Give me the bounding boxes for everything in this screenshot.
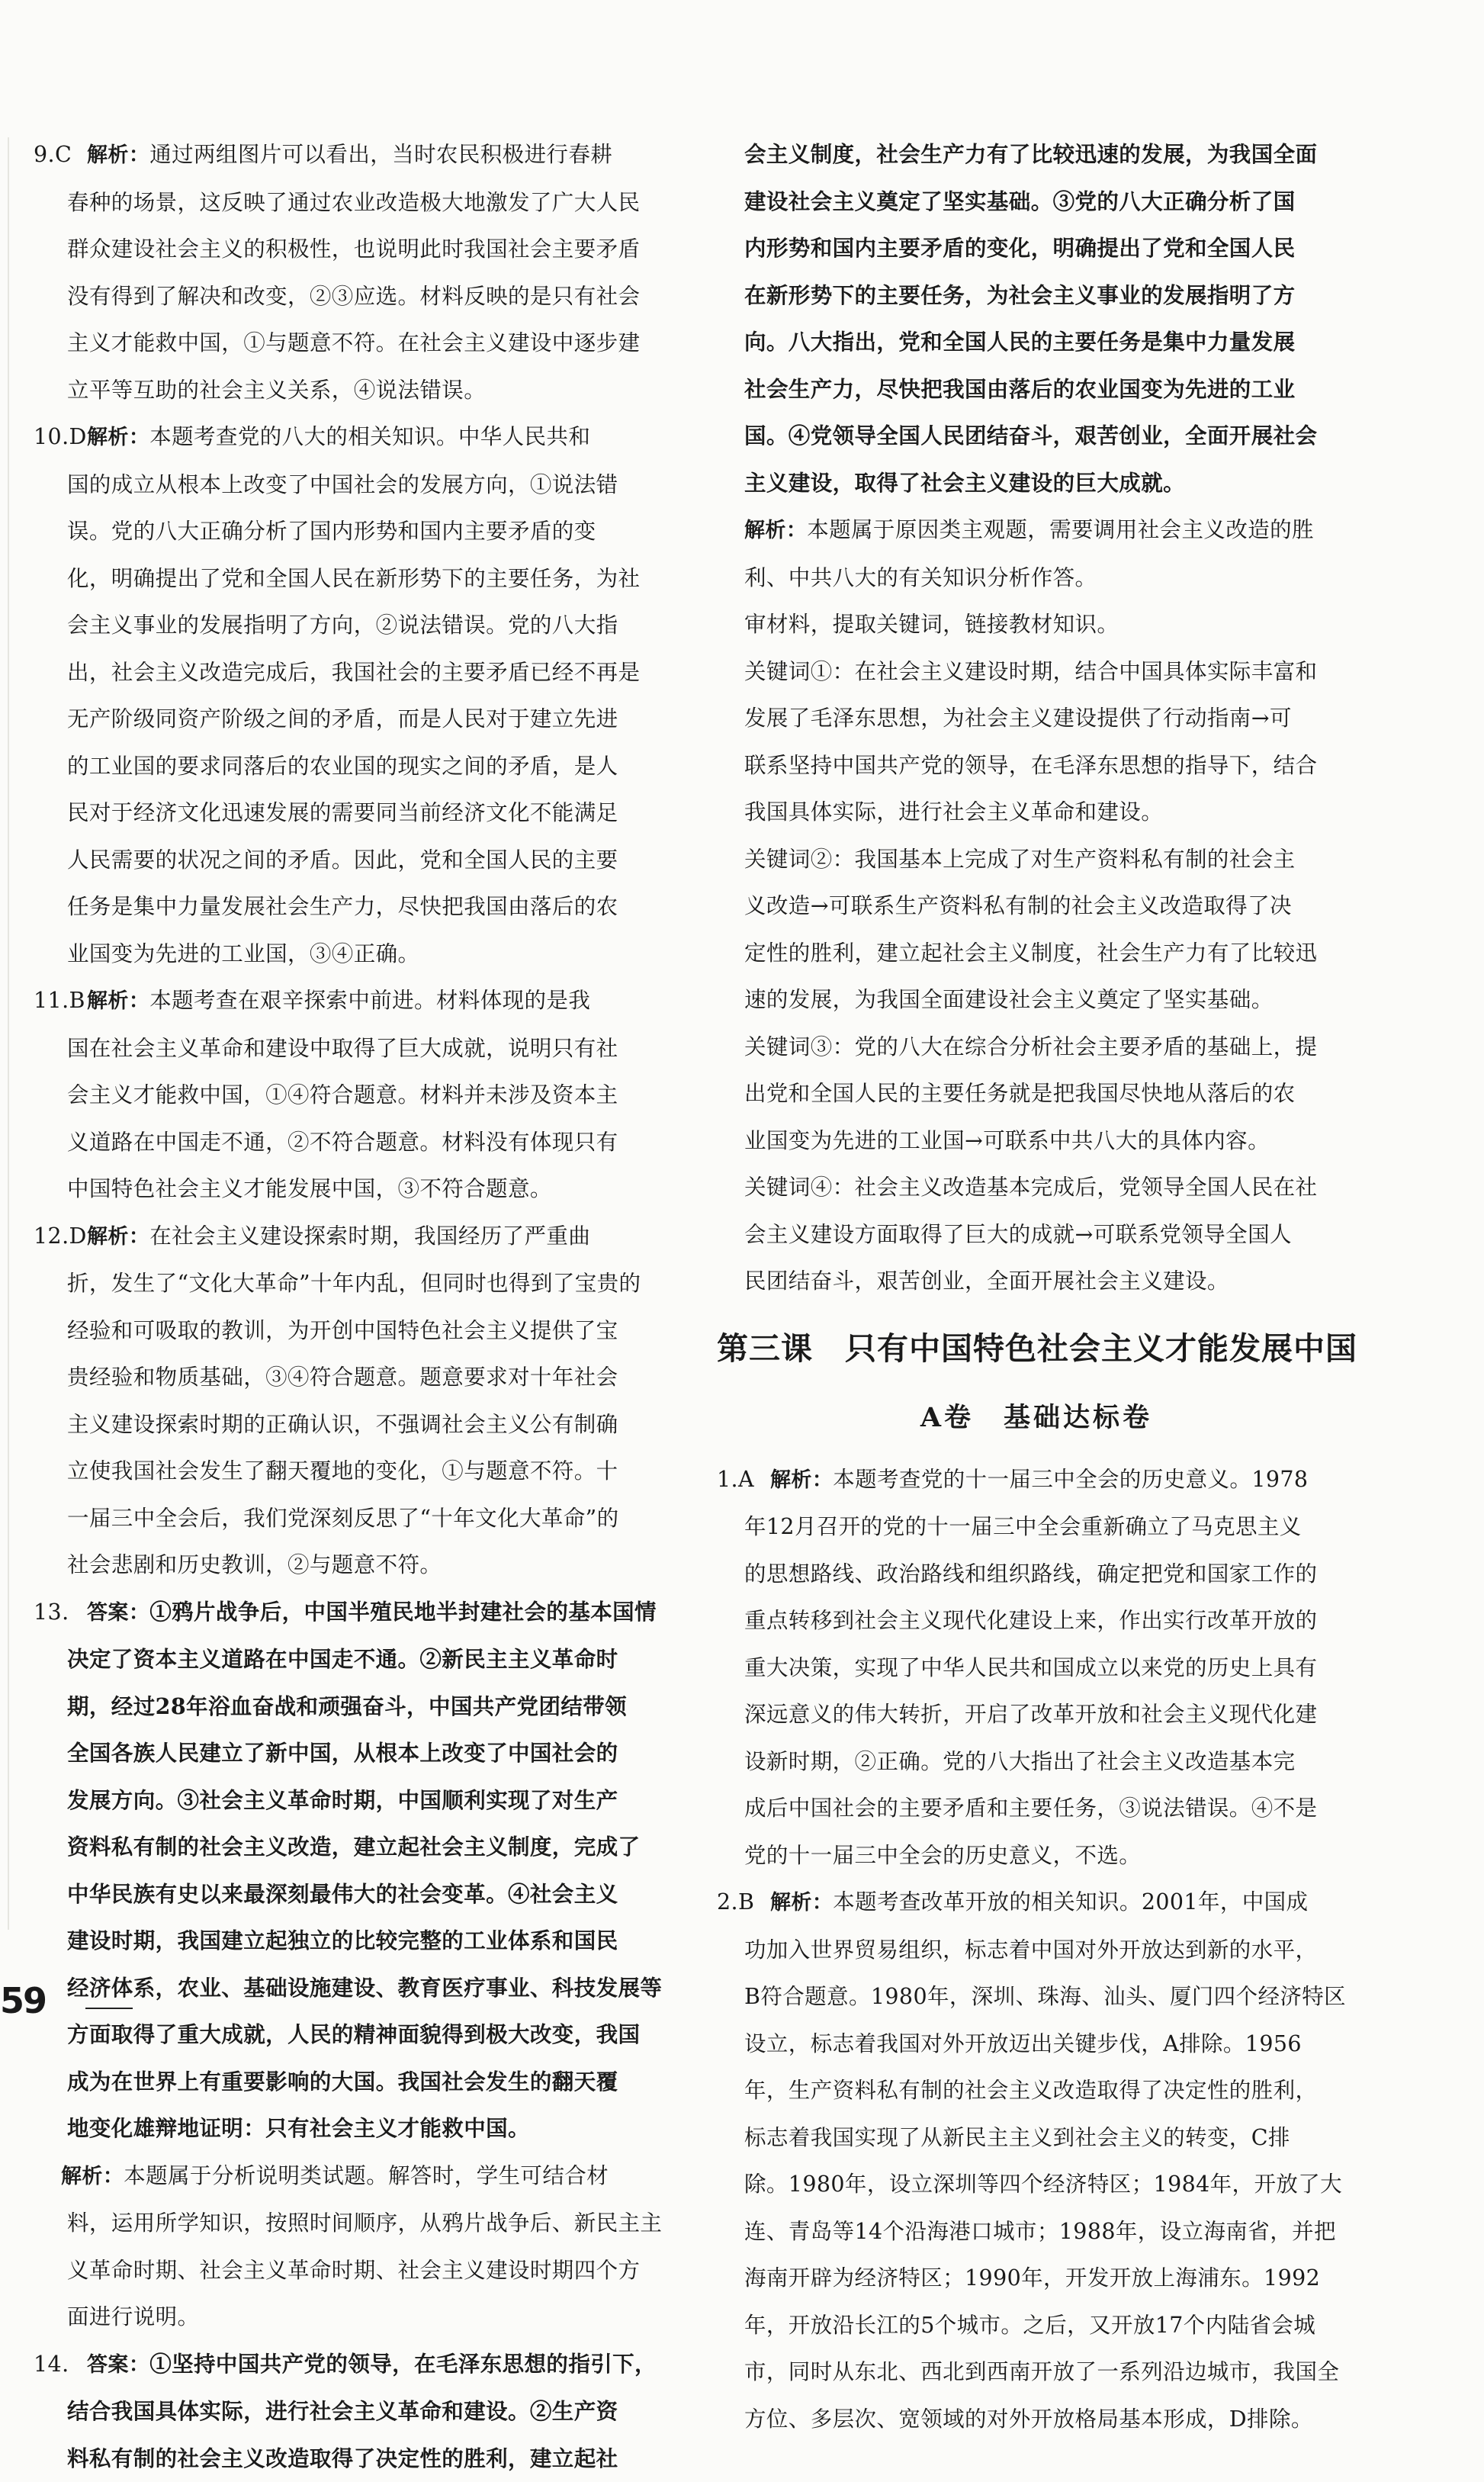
right-column-answers [717,1456,1356,2443]
line-text: 民团结奋斗，艰苦创业，全面开展社会主义建设。 [744,1268,1229,1294]
line-text: 经济体系，农业、基础设施建设、教育医疗事业、科技发展等 [67,1975,662,2001]
line-text: 社会生产力，尽快把我国由落后的农业国变为先进的工业 [744,376,1296,402]
text-line [717,789,1356,836]
line-text: 国在社会主义革命和建设中取得了巨大成就，说明只有社 [67,1036,618,1061]
label-colon: ： [129,1225,149,1249]
text-line [34,2105,689,2152]
line-text: 会主义事业的发展指明了方向，②说法错误。党的八大指 [67,612,618,638]
text-line [717,178,1356,226]
line-text: 通过两组图片可以看出，当时农民积极进行春耕 [149,142,612,167]
line-text: 联系坚持中国共产党的领导，在毛泽东思想的指导下，结合 [744,753,1317,778]
text-line [717,555,1356,602]
answer-item-line [34,1213,689,1261]
text-line [34,1495,689,1542]
line-text: 深远意义的伟大转折，开启了改革开放和社会主义现代化建 [744,1702,1317,1727]
text-line [34,226,689,273]
text-line [717,1597,1356,1644]
text-line [34,555,689,603]
line-text: 关键词②：我国基本上完成了对生产资料私有制的社会主 [744,847,1296,872]
line-text: 建设时期，我国建立起独立的比较完整的工业体系和国民 [67,1927,618,1953]
answer-item-line [34,2341,689,2389]
line-text: 功加入世界贸易组织，标志着中国对外开放达到新的水平， [744,1937,1317,1963]
line-text: 中华民族有史以来最深刻最伟大的社会变革。④社会主义 [67,1881,618,1907]
line-text: 人民需要的状况之间的矛盾。因此，党和全国人民的主要 [67,847,618,873]
line-text: 国。④党领导全国人民团结奋斗，艰苦创业，全面开展社会 [744,423,1317,448]
line-text: 的思想路线、政治路线和组织路线，确定把党和国家工作的 [744,1561,1317,1587]
text-line [34,743,689,790]
text-line [717,1644,1356,1692]
line-text: 除。1980年，设立深圳等四个经济特区；1984年，开放了大 [744,2172,1342,2197]
text-line [34,1401,689,1448]
text-line [717,1117,1356,1165]
analysis-label: 解析 [61,2165,103,2188]
line-text: 地变化雄辩地证明：只有社会主义才能救中国。 [67,2115,530,2141]
line-text: 本题属于原因类主观题，需要调用社会主义改造的胜 [807,517,1314,542]
text-line [34,1165,689,1213]
text-line [717,2067,1356,2114]
text-line [34,1354,689,1401]
line-text: 国的成立从根本上改变了中国社会的发展方向，①说法错 [67,472,618,497]
text-line [717,1927,1356,1974]
text-line [34,1636,689,1683]
answer-item-line [34,131,689,179]
line-text: 主义建设探索时期的正确认识，不强调社会主义公有制确 [67,1412,618,1437]
line-text: 春种的场景，这反映了通过农业改造极大地激发了广大人民 [67,190,640,215]
text-line [34,2435,689,2482]
line-text: 重大决策，实现了中华人民共和国成立以来党的历史上具有 [744,1655,1317,1680]
text-line [34,1871,689,1918]
text-line [34,2059,689,2106]
item-label: 答案 [87,2353,129,2377]
text-line [34,1683,689,1731]
text-line [34,2247,689,2294]
line-text: 中国特色社会主义才能发展中国，③不符合题意。 [67,1176,552,1201]
text-line [34,2200,689,2247]
analysis-line [717,1164,1356,1211]
line-text: 年，生产资料私有制的社会主义改造取得了决定性的胜利， [744,2078,1317,2103]
line-text: 经验和可吸取的教训，为开创中国特色社会主义提供了宝 [67,1318,618,1343]
item-number: 13. [34,1589,87,1636]
text-line [717,1551,1356,1598]
text-line [34,1965,689,2012]
line-text: 我国具体实际，进行社会主义革命和建设。 [744,799,1163,825]
line-text: 义道路在中国走不通，②不符合题意。材料没有体现只有 [67,1130,618,1155]
line-text: 无产阶级同资产阶级之间的矛盾，而是人民对于建立先进 [67,706,618,731]
line-text: B符合题意。1980年，深圳、珠海、汕头、厦门四个经济特区 [744,1984,1346,2009]
text-line [34,1260,689,1307]
item-label: 解析 [770,1891,812,1915]
line-text: 一届三中全会后，我们党深刻反思了“十年文化大革命”的 [67,1506,619,1531]
answer-item-line [34,1589,689,1637]
line-text: 标志着我国实现了从新民主主义到社会主义的转变，C排 [744,2125,1290,2150]
line-text: 结合我国具体实际，进行社会主义革命和建设。②生产资 [67,2398,618,2424]
text-line [34,789,689,837]
line-text: 速的发展，为我国全面建设社会主义奠定了坚实基础。 [744,987,1274,1012]
item-number: 10.D [34,413,87,461]
line-text: 设新时期，②正确。党的八大指出了社会主义改造基本完 [744,1749,1296,1774]
text-line [717,1785,1356,1832]
text-line [34,179,689,227]
line-text: 本题考查党的十一届三中全会的历史意义。1978 [833,1467,1308,1492]
text-line [717,2396,1356,2443]
page-number-dash [85,2008,133,2009]
line-text: 成后中国社会的主要矛盾和主要任务，③说法错误。④不是 [744,1796,1317,1821]
text-line [34,2294,689,2341]
text-line [717,930,1356,977]
text-line [34,1777,689,1825]
line-text: 业国变为先进的工业国→可联系中共八大的具体内容。 [744,1128,1270,1153]
text-line [34,1025,689,1072]
text-line [34,320,689,367]
text-line [717,1258,1356,1305]
line-text: 会主义才能救中国，①④符合题意。材料并未涉及资本主 [67,1082,618,1108]
line-text: 成为在世界上有重要影响的大国。我国社会发生的翻天覆 [67,2069,618,2095]
line-text: 立平等互助的社会主义关系，④说法错误。 [67,378,486,403]
line-text: 主义建设，取得了社会主义建设的巨大成就。 [744,470,1185,496]
line-text: 出党和全国人民的主要任务就是把我国尽快地从落后的农 [744,1081,1296,1106]
line-text: 料，运用所学知识，按照时间顺序，从鸦片战争后、新民主主 [67,2210,662,2236]
text-line [34,1730,689,1777]
text-line [717,976,1356,1024]
text-line [34,1448,689,1495]
line-text: 会主义建设方面取得了巨大的成就→可联系党领导全国人 [744,1222,1292,1247]
line-text: 审材料，提取关键词，链接教材知识。 [744,612,1119,637]
text-line [34,273,689,320]
text-line [717,2161,1356,2208]
line-text: 方位、多层次、宽领域的对外开放格局基本形成，D排除。 [744,2406,1313,2432]
text-line [717,319,1356,366]
line-text: 资料私有制的社会主义改造，建立起社会主义制度，完成了 [67,1834,640,1860]
line-text: 折，发生了“文化大革命”十年内乱，但同时也得到了宝贵的 [67,1271,641,1296]
text-line [34,602,689,649]
text-line [717,1973,1356,2021]
label-colon: ： [129,1601,149,1625]
text-line [34,931,689,978]
text-line [717,1211,1356,1259]
item-label: 解析 [87,989,129,1013]
line-text: 本题考查在艰辛探索中前进。材料体现的是我 [149,988,590,1013]
line-text: 任务是集中力量发展社会生产力，尽快把我国由落后的农 [67,894,618,919]
line-text: 全国各族人民建立了新中国，从根本上改变了中国社会的 [67,1740,618,1766]
right-column-continuation [717,131,1356,1305]
line-text: 方面取得了重大成就，人民的精神面貌得到极大改变，我国 [67,2021,640,2047]
label-colon: ： [129,143,149,167]
line-text: 决定了资本主义道路在中国走不通。②新民主主义革命时 [67,1646,618,1672]
answer-item-line [34,977,689,1025]
item-number: 9.C [34,131,87,178]
item-number: 11.B [34,977,87,1024]
item-label: 答案 [87,1601,129,1625]
label-colon: ： [786,519,807,542]
line-text: 建设社会主义奠定了坚实基础。③党的八大正确分析了国 [744,188,1296,214]
label-colon: ： [812,1891,833,1915]
analysis-line [717,1024,1356,1071]
line-text: 出，社会主义改造完成后，我国社会的主要矛盾已经不再是 [67,660,640,685]
line-text: 重点转移到社会主义现代化建设上来，作出实行改革开放的 [744,1608,1317,1633]
line-text: 化，明确提出了党和全国人民在新形势下的主要任务，为社 [67,566,640,591]
line-text: ①坚持中国共产党的领导，在毛泽东思想的指引下， [149,2351,657,2377]
label-colon: ： [129,2353,149,2377]
text-line [34,1542,689,1589]
analysis-line [717,836,1356,883]
line-text: 误。党的八大正确分析了国内形势和国内主要矛盾的变 [67,519,596,544]
text-line [717,2349,1356,2396]
line-text: 发展方向。③社会主义革命时期，中国顺利实现了对生产 [67,1787,618,1813]
text-line [34,883,689,931]
line-text: 年，开放沿长江的5个城市。之后，又开放17个内陆省会城 [744,2313,1315,2338]
text-line [717,131,1356,178]
item-label: 解析 [770,1468,812,1492]
line-text: 民对于经济文化迅速发展的需要同当前经济文化不能满足 [67,800,618,825]
line-text: 市，同时从东北、西北到西南开放了一系列沿边城市，我国全 [744,2359,1339,2384]
line-text: 义改造→可联系生产资料私有制的社会主义改造取得了决 [744,893,1292,918]
text-line [34,1824,689,1871]
label-colon: ： [812,1468,833,1492]
line-text: 海南开辟为经济特区；1990年，开发开放上海浦东。1992 [744,2265,1320,2291]
answer-item-line [34,413,689,461]
line-text: 关键词④：社会主义改造基本完成后，党领导全国人民在社 [744,1175,1317,1200]
lesson-title: 第三课 只有中国特色社会主义才能发展中国 [717,1314,1356,1383]
text-line [717,225,1356,272]
text-line [34,696,689,743]
text-line [717,366,1356,413]
line-text: 会主义制度，社会生产力有了比较迅速的发展，为我国全面 [744,141,1317,167]
text-line [717,883,1356,930]
line-text: 义革命时期、社会主义革命时期、社会主义建设时期四个方 [67,2258,640,2283]
analysis-line [34,2152,689,2201]
analysis-line [717,601,1356,648]
text-line [717,460,1356,507]
text-line [34,2388,689,2435]
text-line [34,1119,689,1166]
text-line [34,1307,689,1355]
analysis-line [717,506,1356,555]
item-number: 1.A [717,1456,770,1503]
right-column [717,131,1356,2442]
analysis-label: 解析 [744,519,786,542]
answer-item-line [717,1456,1356,1504]
line-text: 年12月召开的党的十一届三中全会重新确立了马克思主义 [744,1514,1302,1539]
binding-margin-line [8,137,9,1930]
line-text: 业国变为先进的工业国，③④正确。 [67,941,419,966]
item-number: 14. [34,2341,87,2388]
line-text: 贵经验和物质基础，③④符合题意。题意要求对十年社会 [67,1365,618,1390]
line-text: 本题考查党的八大的相关知识。中华人民共和 [149,424,590,449]
item-label: 解析 [87,1225,129,1249]
text-line [34,461,689,509]
text-line [717,1691,1356,1738]
text-line [717,742,1356,789]
line-text: 立使我国社会发生了翻天覆地的变化，①与题意不符。十 [67,1458,618,1484]
line-text: 没有得到了解决和改变，②③应选。材料反映的是只有社会 [67,284,640,309]
paper-title: A卷 基础达标卷 [717,1389,1356,1447]
line-text: 在新形势下的主要任务，为社会主义事业的发展指明了方 [744,282,1296,308]
text-line [717,1503,1356,1551]
line-text: 内形势和国内主要矛盾的变化，明确提出了党和全国人民 [744,235,1296,261]
text-line [717,2302,1356,2349]
item-label: 解析 [87,143,129,167]
text-line [717,695,1356,742]
text-line [717,2114,1356,2162]
label-colon: ： [103,2165,124,2188]
text-line [34,1072,689,1119]
text-line [34,1918,689,1965]
line-text: 料私有制的社会主义改造取得了决定性的胜利，建立起社 [67,2445,618,2471]
line-text: 向。八大指出，党和全国人民的主要任务是集中力量发展 [744,329,1296,355]
left-column [34,131,689,2482]
item-number: 2.B [717,1879,770,1926]
text-line [34,367,689,414]
page-number: 59 [0,1980,46,2021]
text-line [717,2021,1356,2068]
text-line [717,272,1356,320]
line-text: 发展了毛泽东思想，为社会主义建设提供了行动指南→可 [744,706,1292,731]
line-text: 关键词①：在社会主义建设时期，结合中国具体实际丰富和 [744,659,1317,684]
line-text: 本题考查改革开放的相关知识。2001年，中国成 [833,1889,1308,1915]
item-label: 解析 [87,426,129,449]
line-text: 利、中共八大的有关知识分析作答。 [744,565,1097,590]
line-text: 的工业国的要求同落后的农业国的现实之间的矛盾，是人 [67,754,618,779]
line-text: 社会悲剧和历史教训，②与题意不符。 [67,1552,442,1577]
line-text: 关键词③：党的八大在综合分析社会主要矛盾的基础上，提 [744,1034,1317,1059]
line-text: 党的十一届三中全会的历史意义，不选。 [744,1843,1141,1868]
text-line [34,837,689,884]
line-text: 连、青岛等14个沿海港口城市；1988年，设立海南省，并把 [744,2219,1336,2244]
line-text: 定性的胜利，建立起社会主义制度，社会生产力有了比较迅 [744,940,1317,966]
text-line [34,508,689,555]
line-text: 设立，标志着我国对外开放迈出关键步伐，A排除。1956 [744,2031,1302,2056]
line-text: 面进行说明。 [67,2304,199,2329]
label-colon: ： [129,426,149,449]
text-line [717,413,1356,460]
text-line [717,2208,1356,2255]
line-text: 群众建设社会主义的积极性，也说明此时我国社会主要矛盾 [67,236,640,262]
item-number: 12.D [34,1213,87,1260]
answer-item-line [717,1879,1356,1927]
line-text: ①鸦片战争后，中国半殖民地半封建社会的基本国情 [149,1599,657,1625]
label-colon: ： [129,989,149,1013]
analysis-line [717,648,1356,696]
text-line [717,1832,1356,1879]
text-line [34,2011,689,2059]
text-line [717,2255,1356,2302]
text-line [717,1070,1356,1117]
line-text: 本题属于分析说明类试题。解答时，学生可结合材 [124,2163,609,2188]
text-line [717,1738,1356,1786]
line-text: 在社会主义建设探索时期，我国经历了严重曲 [149,1223,590,1249]
line-text: 主义才能救中国，①与题意不符。在社会主义建设中逐步建 [67,330,640,355]
line-text: 期，经过28年浴血奋战和顽强奋斗，中国共产党团结带领 [67,1693,627,1719]
text-line [34,649,689,696]
